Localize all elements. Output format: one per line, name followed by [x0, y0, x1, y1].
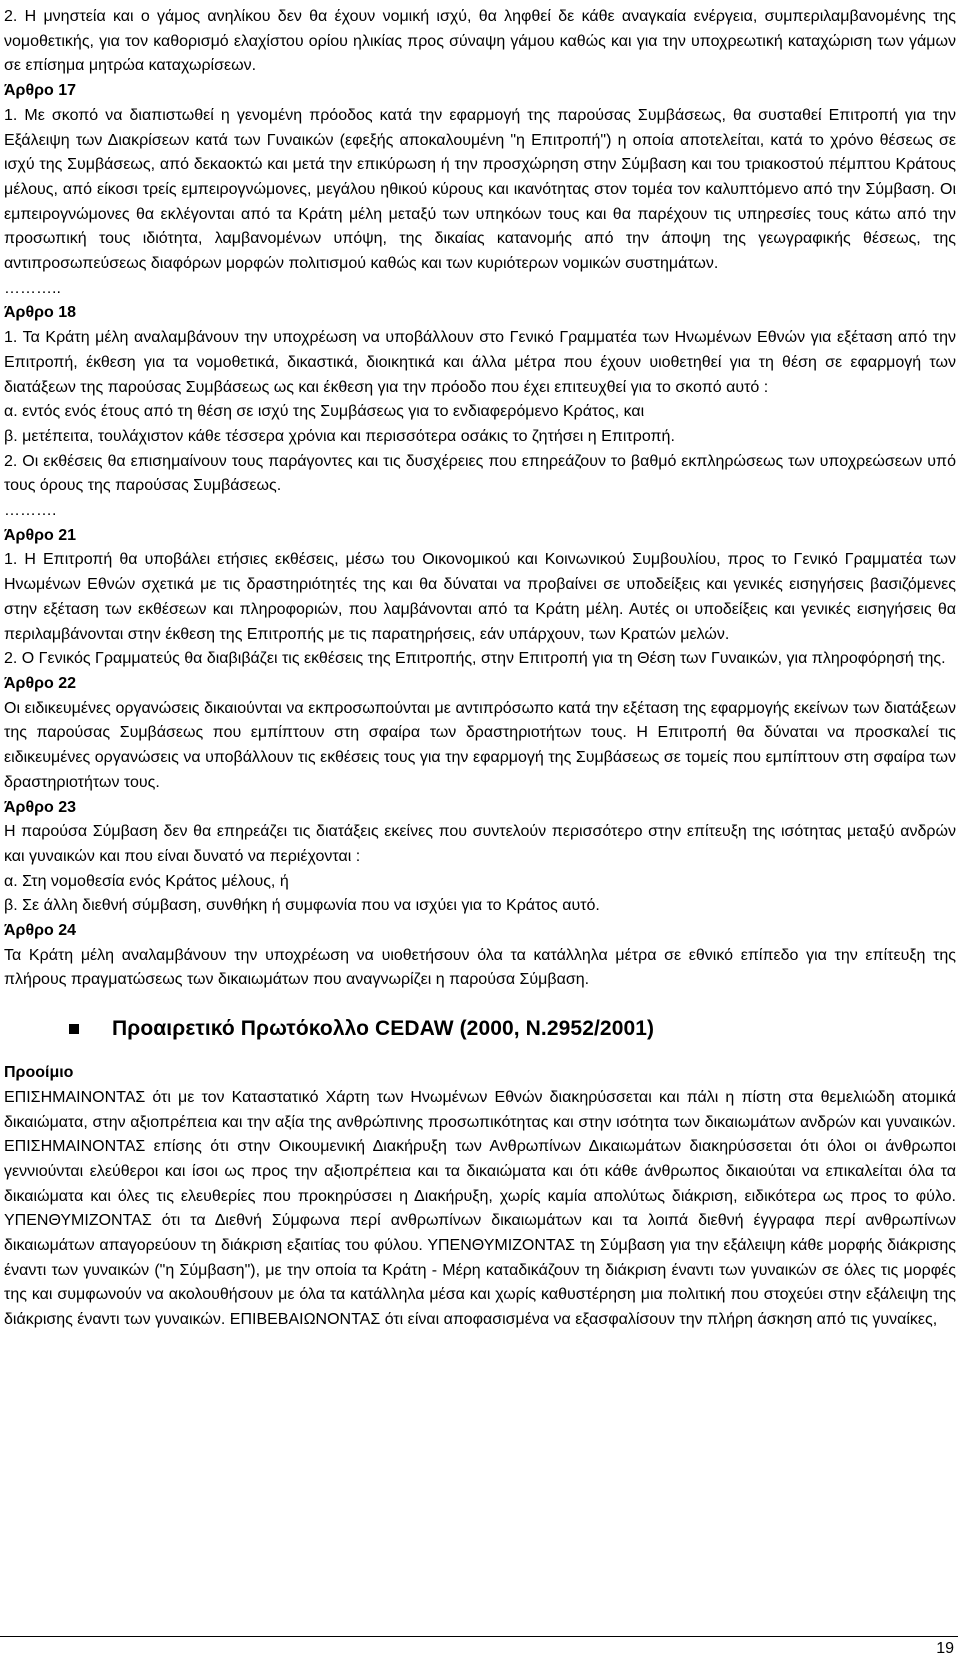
article-21-paragraph-1: 1. Η Επιτροπή θα υποβάλει ετήσιες εκθέσεις, μέσω του Οικονομικού και Κοινωνικού Συμβουλίου, προς το Γενικό Γραμματέα των Ηνωμένων Εθνών σχετικά με τις δραστηριότητές της και θα δύναται να προβαίνει σε υποδείξεις και γενικές εισηγήσεις βασιζόμενες στην εξέταση των εκθέσεων και πληροφοριών, που λαμβάνονται από τα Κράτη μέλη. Αυτές οι υποδείξεις και γενικές εισηγήσεις θα περιλαμβάνονται στην έκθεση της Επιτροπής με τις παρατηρήσεις, εάν υπάρχουν, των Κρατών μελών.	[4, 551, 956, 643]
footer-divider	[0, 1636, 958, 1637]
article-17-paragraph-1: 1. Με σκοπό να διαπιστωθεί η γενομένη πρόοδος κατά την εφαρμογή της παρούσας Συμβάσεως, θα συσταθεί Επιτροπή για την Εξάλειψη των Διακρίσεων κατά των Γυναικών (εφεξής αποκαλουμένη "η Επιτροπή") η οποία αποτελείται, κατά το χρόνο θέσεως σε ισχύ της Συμβάσεως, από δεκαοκτώ και μετά την επικύρωση ή την προσχώρηση στην Σύμβαση και του τριακοστού πέμπτου Κράτους μέλους, από είκοσι τρείς εμπειρογνώμονες, μεγάλου ηθικού κύρους και ικανότητας στον τομέα τον καλυπτόμενο από την Σύμβαση. Οι εμπειρογνώμονες θα εκλέγονται από τα Κράτη μέλη μεταξύ των υπηκόων τους και θα παρέχουν τις υπηρεσίες τους κάτω από την προσωπική τους ιδιότητα, λαμβανομένων υπόψη, της δικαίας κατανομής από την άποψη της γεωγραφικής θέσεως, της αντιπροσωπεύσεως διαφόρων μορφών πολιτισμού καθώς και των κυριότερων νομικών συστημάτων.	[4, 106, 956, 273]
article-21-heading: Άρθρο 21	[4, 526, 77, 544]
article-18-heading: Άρθρο 18	[4, 304, 77, 322]
protocol-title: Προαιρετικό Πρωτόκολλο CEDAW (2000, Ν.2952/2001)	[112, 1017, 655, 1041]
article-22-paragraph-1: Οι ειδικευμένες οργανώσεις δικαιούνται να εκπροσωπούνται με αντιπρόσωπο κατά την εξέταση της εφαρμογής εκείνων των διατάξεων της παρούσας Συμβάσεως που εμπίπτουν στη σφαίρα των δραστηριοτήτων τους. Η Επιτροπή θα δύναται να προσκαλεί τις ειδικευμένες οργανώσεις να υποβάλλουν τις εκθέσεις τους για την εφαρμογή της Συμβάσεως σε τομείς που εμπίπτουν στη σφαίρα των δραστηριοτήτων τους.	[4, 699, 956, 791]
protocol-heading	[4, 1013, 956, 1045]
article-18-paragraph-2: 2. Οι εκθέσεις θα επισημαίνουν τους παράγοντες και τις δυσχέρειες που επηρεάζουν το βαθμό εκπληρώσεως των υποχρεώσεων υπό τους όρους της παρούσας Συμβάσεως.	[4, 452, 956, 495]
article-23-paragraph-1: Η παρούσα Σύμβαση δεν θα επηρεάζει τις διατάξεις εκείνες που συντελούν περισσότερο στην επίτευξη της ισότητας μεταξύ ανδρών και γυναικών και που είναι δυνατό να περιέχονται :	[4, 823, 956, 865]
article-24-paragraph-1: Τα Κράτη μέλη αναλαμβάνουν την υποχρέωση να υιοθετήσουν όλα τα κατάλληλα μέτρα σε εθνικό επίπεδο για την επίτευξη της πλήρους πραγματώσεως των δικαιωμάτων που αναγνωρίζει η παρούσα Σύμβαση.	[4, 946, 956, 989]
ellipsis: ……….	[4, 502, 57, 520]
article-18-item-b: β. μετέπειτα, τουλάχιστον κάθε τέσσερα χρόνια και περισσότερα οσάκις το ζητήσει η Επιτροπή.	[4, 427, 675, 445]
article-23-item-b: β. Σε άλλη διεθνή σύμβαση, συνθήκη ή συμφωνία που να ισχύει για το Κράτος αυτό.	[4, 897, 600, 915]
article-22-heading: Άρθρο 22	[4, 674, 77, 692]
ellipsis: ………..	[4, 279, 61, 297]
article-21-paragraph-2: 2. Ο Γενικός Γραμματεύς θα διαβιβάζει τις εκθέσεις της Επιτροπής, στην Επιτροπή για τη Θέση των Γυναικών, για πληροφόρησή της.	[4, 650, 946, 668]
preamble-heading: Προοίμιο	[4, 1064, 74, 1082]
article-18-item-a: α. εντός ενός έτους από τη θέση σε ισχύ της Συμβάσεως για το ενδιαφερόμενο Κράτος, και	[4, 403, 645, 421]
article-23-item-a: α. Στη νομοθεσία ενός Κράτος μέλους, ή	[4, 872, 289, 890]
article-18-paragraph-1: 1. Τα Κράτη μέλη αναλαμβάνουν την υποχρέωση να υποβάλλουν στο Γενικό Γραμματέα των Ηνωμένων Εθνών για εξέταση από την Επιτροπή, έκθεση για τα νομοθετικά, δικαστικά, διοικητικά και άλλα μέτρα που έχουν υιοθετηθεί για τη θέση σε εφαρμογή των διατάξεων της παρούσας Συμβάσεως ως και έκθεση για την πρόοδο που έχει επιτευχθεί για το σκοπό αυτό :	[4, 329, 956, 396]
article-17-heading: Άρθρο 17	[4, 82, 77, 100]
article-23-heading: Άρθρο 23	[4, 798, 77, 816]
article-24-heading: Άρθρο 24	[4, 922, 77, 940]
page-number: 19	[936, 1640, 954, 1657]
article16-paragraph-2: 2. Η μνηστεία και ο γάμος ανηλίκου δεν θα έχουν νομική ισχύ, θα ληφθεί δε κάθε αναγκαία ενέργεια, συμπεριλαμβανομένης της νομοθετικής, για τον καθορισμό ελαχίστου ορίου ηλικίας προς σύναψη γάμου καθώς και για την υποχρεωτική καταχώριση των γάμων σε επίσημα μητρώα καταχωρίσεων.	[4, 8, 956, 75]
preamble-paragraph: ΕΠΙΣΗΜΑΙΝΟΝΤΑΣ ότι με τον Καταστατικό Χάρτη των Ηνωμένων Εθνών διακηρύσσεται και πάλι η πίστη στα θεμελιώδη ατομικά δικαιώματα, στην αξιοπρέπεια και την αξία της ανθρώπινης προσωπικότητας και στην ισότητα των δικαιωμάτων ανδρών και γυναικών. ΕΠΙΣΗΜΑΙΝΟΝΤΑΣ επίσης ότι στην Οικουμενική Διακήρυξη των Ανθρωπίνων Δικαιωμάτων διακηρύσσεται ότι όλοι οι άνθρωποι γεννιούνται ελεύθεροι και ίσοι ως προς την αξιοπρέπεια και τα δικαιώματα και ότι κάθε άνθρωπος δικαιούται να επικαλείται όλα τα δικαιώματα και όλες τις ελευθερίες που προκηρύσσει η Διακήρυξη, χωρίς καμία απολύτως διάκριση, ειδικότερα ως προς το φύλο. ΥΠΕΝΘΥΜΙΖΟΝΤΑΣ ότι τα Διεθνή Σύμφωνα περί ανθρωπίνων δικαιωμάτων και τα λοιπά διεθνή έγγραφα περί ανθρωπίνων δικαιωμάτων απαγορεύουν τη διάκριση εξαιτίας του φύλου. ΥΠΕΝΘΥΜΙΖΟΝΤΑΣ τη Σύμβαση για την εξάλειψη κάθε μορφής διάκρισης έναντι των γυναικών ("η Σύμβαση"), με την οποία τα Κράτη - Μέρη καταδικάζουν τη διάκριση έναντι των γυναικών σε όλες τις μορφές της και συμφωνούν να ακολουθήσουν με όλα τα κατάλληλα μέσα και χωρίς καθυστέρηση μια πολιτική που στοχεύει στην εξάλειψη της διάκρισης έναντι των γυναικών. ΕΠΙΒΕΒΑΙΩΝΟΝΤΑΣ ότι είναι αποφασισμένα να εξασφαλίσουν την πλήρη άσκηση από τις γυναίκες,	[4, 1088, 956, 1329]
square-bullet-icon	[69, 1024, 79, 1034]
document-page	[4, 5, 956, 1333]
